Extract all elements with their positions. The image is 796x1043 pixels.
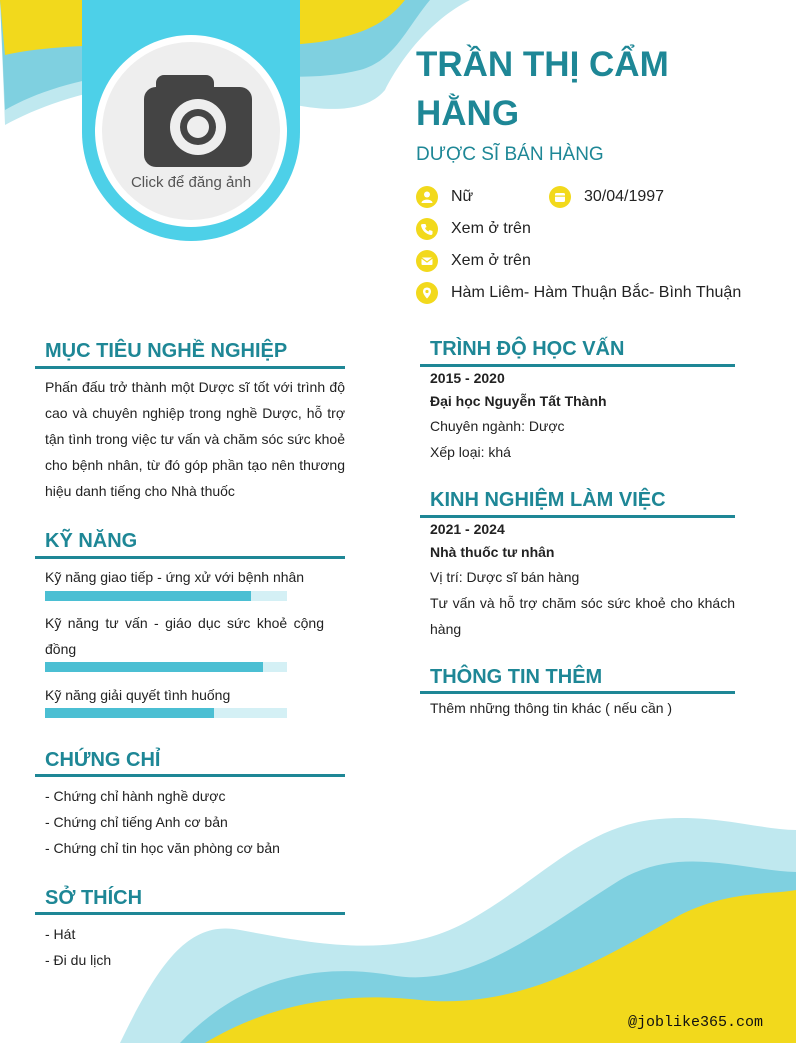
photo-placeholder-text: Click để đăng ảnh [130,174,252,191]
extra-text: Thêm những thông tin khác ( nếu cần ) [430,700,673,716]
objective-title: MỤC TIÊU NGHỀ NGHIỆP [45,340,288,362]
phone-icon [416,218,438,240]
skill-bar [45,662,287,672]
hobbies-divider [35,912,345,915]
experience-title: KINH NGHIỆM LÀM VIỆC [430,489,666,511]
location-pin-icon [416,282,438,304]
extra-title: THÔNG TIN THÊM [430,666,603,688]
skill-label: Kỹ năng giao tiếp - ứng xử với bệnh nhân [45,569,305,585]
mail-icon [416,250,438,272]
certificates-title: CHỨNG CHỈ [45,749,161,771]
certificate-item: - Chứng chỉ hành nghề dược [45,788,226,804]
experience-position: Vị trí: Dược sĩ bán hàng [430,569,580,585]
hobby-item: - Đi du lịch [45,952,112,968]
hobby-item: - Hát [45,926,76,942]
skills-title: KỸ NĂNG [45,530,138,552]
skill-label: Kỹ năng giải quyết tình huống [45,687,231,703]
hobbies-title: SỞ THÍCH [45,887,143,909]
photo-upload[interactable] [95,35,287,227]
experience-description: Tư vấn và hỗ trợ chăm sóc sức khoẻ cho khách hàng [430,595,735,637]
calendar-icon [549,186,571,208]
email-value: Xem ở trên [451,252,531,269]
skill-label: Kỹ năng tư vấn - giáo dục sức khoẻ cộng đồng [45,615,324,657]
certificates-divider [35,774,345,777]
birthdate-row [549,186,664,208]
education-title: TRÌNH ĐỘ HỌC VẤN [430,338,625,360]
user-icon [416,186,438,208]
skill-bar [45,708,287,718]
gender-value: Nữ [451,188,474,205]
birthdate-value: 30/04/1997 [584,188,665,205]
gender-row [416,186,473,208]
phone-value: Xem ở trên [451,220,531,237]
camera-icon [144,75,252,167]
education-school: Đại học Nguyễn Tất Thành [430,393,607,409]
address-value: Hàm Liêm- Hàm Thuận Bắc- Bình Thuận [451,284,742,301]
certificate-item: - Chứng chỉ tin học văn phòng cơ bản [45,840,280,856]
education-major: Chuyên ngành: Dược [430,418,565,434]
experience-company: Nhà thuốc tư nhân [430,544,555,560]
experience-period: 2021 - 2024 [430,521,505,537]
certificate-item: - Chứng chỉ tiếng Anh cơ bản [45,814,228,830]
experience-divider [420,515,735,518]
education-divider [420,364,735,367]
objective-text: Phấn đấu trở thành một Dược sĩ tốt với trình độ cao và chuyên nghiệp trong nghề Dược, hỗ trợ tận tình trong việc tư vấn và chăm sóc sức khoẻ cho bệnh nhân, từ đó góp phần tạo nên thương hiệu danh tiếng cho Nhà thuốc [45,379,345,499]
footer-handle: @joblike365.com [628,1014,764,1031]
skills-divider [35,556,345,559]
email-row [416,250,531,272]
education-grade: Xếp loại: khá [430,444,511,460]
skill-bar [45,591,287,601]
education-period: 2015 - 2020 [430,370,505,386]
objective-divider [35,366,345,369]
job-title: DƯỢC SĨ BÁN HÀNG [416,144,604,165]
extra-divider [420,691,735,694]
address-row [416,282,741,304]
full-name: TRẦN THỊ CẨM HẰNG [416,45,669,133]
phone-row [416,218,531,240]
